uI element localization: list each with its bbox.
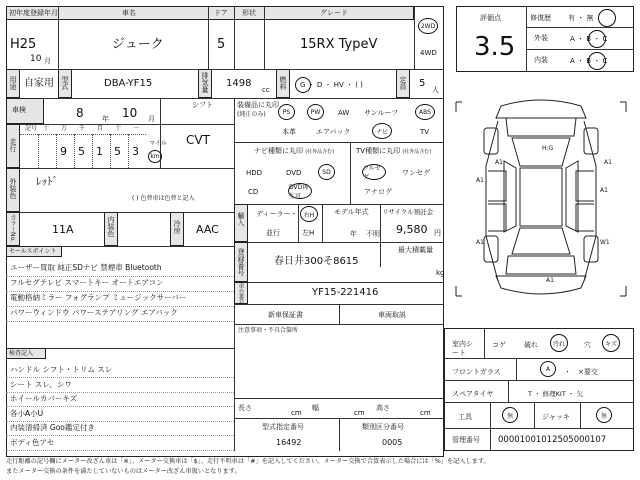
- diagram-mark-a1-2: A1: [604, 159, 612, 166]
- aircon-value: AAC: [196, 223, 219, 236]
- grade-label: グレード: [320, 9, 348, 17]
- model-label: 型式: [61, 76, 69, 90]
- door-value: 5: [217, 37, 226, 52]
- jack-value: 無: [596, 407, 612, 423]
- chassis-side-label: 車台番号: [237, 283, 244, 305]
- equip-abs: ABS: [415, 104, 435, 120]
- warranty-label: 新車保証書: [268, 311, 303, 319]
- header-label-row: [6, 6, 414, 20]
- interior-color-label: 内装色: [107, 216, 115, 237]
- rating-label: 評価点: [480, 14, 501, 22]
- inspection-label: 車検: [12, 106, 26, 114]
- disp-label: 排気量: [201, 72, 209, 93]
- mileage-unit-header: 万: [61, 125, 68, 132]
- color-side-label: 外装色: [9, 178, 17, 199]
- drive-4wd: 4WD: [420, 49, 437, 57]
- reg-month: 10: [30, 54, 42, 64]
- sales-point-line: フルセグテレビ スマートキー オートエアコン: [10, 278, 164, 287]
- repair-opts: 有 ・ 無: [568, 14, 594, 22]
- inspector-note-line: ボディ色アセ: [10, 437, 55, 447]
- capacity-label: 定員: [399, 76, 407, 90]
- load-unit: kg: [436, 269, 445, 277]
- navi-sd: SD: [318, 164, 335, 180]
- interior-opts: A ・ B ・ C: [570, 57, 608, 65]
- class-number-label: 類別区分番号: [362, 423, 404, 431]
- aircon-label: 冷房: [173, 220, 181, 234]
- inspection-month: 10: [122, 106, 138, 120]
- inspector-note-line: 内装清掃済 Goo鑑定付き: [10, 423, 95, 432]
- repair-none-circle: [598, 9, 616, 27]
- type-number-label: 型式指定番号: [262, 423, 304, 431]
- equipment-subtitle: (純正のみ): [237, 111, 266, 118]
- registration-side-label: 登録番号: [237, 248, 245, 276]
- car-name-value: ジューク: [112, 37, 164, 52]
- height-unit: cm: [420, 409, 431, 417]
- front-glass-sep: ・: [564, 368, 571, 376]
- model-year-unknown: 不明: [366, 230, 380, 238]
- front-glass-a: A: [540, 361, 556, 377]
- sheet-opt-yogore: 汚れ: [550, 334, 568, 352]
- front-glass-label: フロントガラス: [452, 368, 501, 376]
- model-value: DBA-YF15: [104, 78, 153, 89]
- car-name-label: 車名: [122, 9, 136, 17]
- diagram-mark-a1-3: A1: [476, 177, 484, 184]
- color-note: ( ) 色替車は色替と記入: [132, 195, 195, 202]
- inspection-month-unit: 月: [148, 115, 155, 123]
- mile-label: マイル: [149, 140, 167, 147]
- inspection-year: 8: [76, 106, 84, 120]
- repair-label: 修復歴: [530, 14, 551, 22]
- fuel-options: G ・ D ・ HV ・ ( ): [300, 81, 363, 89]
- car-diagram: [446, 76, 636, 326]
- equip-ps: PS: [278, 104, 295, 120]
- registration-value: 春日井300そ8615: [274, 256, 359, 267]
- reg-year: H25: [10, 37, 37, 52]
- jack-label: ジャッキ: [542, 413, 570, 421]
- mileage-side-label: 走行: [9, 138, 17, 152]
- diagram-mark-a1-5: A1: [476, 239, 484, 246]
- mileage-unit-header: 十: [43, 125, 50, 132]
- chassis-value: YF15-221416: [312, 287, 379, 298]
- drive-2wd-circle: 2WD: [418, 18, 438, 34]
- diagram-mark-a1-6: A1: [546, 277, 554, 284]
- mileage-digit: 5: [78, 145, 85, 158]
- mileage-unit-header: 十: [115, 125, 122, 132]
- navi-cd: CD: [248, 188, 259, 196]
- sheet-opt-koge: コゲ: [492, 341, 506, 349]
- inspector-note-line: ハンドル シフト・トリム スレ: [10, 365, 113, 374]
- type-number-value: 16492: [276, 438, 302, 447]
- shift-value: CVT: [186, 133, 210, 147]
- height-label: 高さ: [376, 404, 390, 412]
- capacity-value: 5: [419, 78, 426, 89]
- sales-points-label: セールスポイント: [9, 248, 57, 255]
- front-glass-replace: ×要交: [578, 368, 598, 376]
- equip-navi: ナビ: [372, 123, 392, 139]
- tools-label: 工具: [458, 413, 472, 421]
- width-label: 幅: [312, 404, 319, 412]
- diagram-mark-w1: W1: [600, 239, 610, 246]
- diagram-mark-hg: H:G: [542, 145, 554, 152]
- sheet-opt-ana: 穴: [584, 341, 591, 349]
- length-unit: cm: [291, 409, 302, 417]
- import-side-label: 輸入: [237, 212, 245, 226]
- equipment-title: 装備品に丸印: [237, 101, 279, 109]
- tools-value: 無: [502, 407, 518, 423]
- notes-box-label: 注意事項・不具合箇所: [238, 327, 299, 334]
- model-year-unit: 年: [350, 230, 357, 238]
- navi-title: ナビ種類に丸印 (社外品含む): [254, 147, 335, 155]
- spare-tire-opts: T ・ 修理KIT ・ 欠: [528, 390, 583, 398]
- reg-month-unit: 月: [44, 57, 51, 65]
- import-dealer: ディーラー・: [256, 210, 298, 218]
- usage-value: 自家用: [24, 78, 54, 89]
- manual-label: 車両取説: [378, 311, 406, 319]
- diagram-mark-a1-1: A1: [495, 159, 503, 166]
- width-unit: cm: [354, 409, 365, 417]
- equip-tv: TV: [420, 128, 430, 136]
- capacity-unit: 人: [432, 86, 439, 94]
- sheet-opt-yabure: 破れ: [524, 341, 538, 349]
- mileage-digit: 9: [60, 145, 67, 158]
- tv-analog: アナログ: [364, 188, 392, 196]
- navi-hdd: HDD: [246, 169, 263, 177]
- disp-value: 1498: [226, 78, 252, 89]
- length-label: 長さ: [238, 404, 252, 412]
- rating-value: 3.5: [474, 32, 516, 62]
- inspector-note-line: 各小A小U: [10, 408, 44, 418]
- exterior-b-circle: [588, 30, 606, 48]
- recycle-label: リサイクル預託金: [382, 208, 434, 216]
- mileage-unit-header: 記号: [25, 125, 38, 132]
- exterior-label: 外装: [534, 34, 548, 42]
- handle-right: 右H: [300, 206, 318, 222]
- color-no-label: カラーNo.: [9, 214, 16, 242]
- shift-label: シフト: [192, 101, 213, 109]
- mileage-digit: 3: [132, 145, 139, 158]
- navi-dvd: DVD: [286, 169, 302, 177]
- management-value: 00001001012505000107: [498, 435, 607, 445]
- exterior-opts: A ・ B ・ C: [570, 35, 608, 43]
- reg-date-label: 初年度登録年月: [9, 9, 58, 17]
- mileage-digit: 1: [96, 145, 103, 158]
- km-circle: km: [148, 150, 162, 163]
- fuel-g-circle: [295, 77, 311, 93]
- color-no-value: 11A: [52, 223, 74, 236]
- interior-sheet-label: 室内シート: [452, 340, 473, 358]
- management-label: 管理番号: [452, 436, 480, 444]
- class-number-value: 0005: [382, 438, 403, 447]
- model-year-label: モデル年式: [334, 208, 369, 216]
- mileage-digit: 5: [114, 145, 121, 158]
- equip-sunroof: サンルーフ: [364, 109, 399, 117]
- inspector-note-line: ホイールカバーキズ: [10, 394, 78, 403]
- spare-tire-label: スペアタイヤ: [452, 390, 494, 398]
- fuel-label: 燃料: [279, 76, 287, 90]
- inspector-note-line: シート スレ、シワ: [10, 379, 72, 389]
- equip-leather: 本革: [282, 128, 296, 136]
- diagram-mark-a1-4: A1: [600, 187, 608, 194]
- equip-airbag: エアバック: [316, 128, 351, 136]
- interior-b-circle: [588, 52, 606, 70]
- shape-label: 形状: [242, 9, 256, 17]
- color-value: ﾚｯﾄﾞ: [36, 175, 58, 188]
- mileage-unit-header: 百: [97, 125, 104, 132]
- import-parallel: 並行: [266, 229, 280, 237]
- navi-dvd-play: DVD再生可: [288, 183, 312, 199]
- inspector-notes-label: 検査記入: [9, 350, 34, 357]
- equip-aw: AW: [338, 109, 350, 117]
- recycle-unit: 円: [434, 229, 441, 237]
- sales-point-line: 電動格納ミラー フォグランプ ミュージックサーバー: [10, 293, 187, 302]
- mileage-unit-header: 一: [133, 125, 140, 132]
- footer-line2: またメーター交換の条件を満たしていないものはメーター改ざん車扱いとなります。: [6, 468, 241, 475]
- footer-line1: 走行距離の記号欄にメーター改ざん車は「※」、メーター交換車は「$」、走行不明車は「#」を記入してください。メーター交換で合算表示した場合には「%」を記入します。: [6, 458, 490, 465]
- door-label: ドア: [214, 9, 228, 17]
- disp-unit: cc: [262, 86, 270, 94]
- sales-point-line: パワーウィンドウ パワーステアリング エアバック: [10, 308, 178, 317]
- interior-label: 内装: [534, 56, 548, 64]
- tv-title: TV種類に丸印 (社外品含む): [356, 147, 432, 155]
- sheet-opt-kizu: キズ: [602, 334, 620, 352]
- mileage-unit-header: 千: [79, 125, 86, 132]
- max-load-label: 最大積載量: [398, 246, 433, 254]
- usage-label: 用途: [9, 76, 17, 90]
- tv-fullseg: フルセグ: [362, 164, 386, 180]
- grade-value: 15RX TypeV: [300, 37, 378, 52]
- equip-pw: PW: [307, 104, 324, 120]
- tv-oneseg: ワンセグ: [402, 169, 430, 177]
- handle-left: 左H: [302, 229, 315, 237]
- sales-point-line: ユーザー買取 純正SDナビ 禁煙車 Bluetooth: [10, 263, 162, 272]
- recycle-value: 9,580: [396, 223, 428, 236]
- inspection-year-unit: 年: [102, 115, 109, 123]
